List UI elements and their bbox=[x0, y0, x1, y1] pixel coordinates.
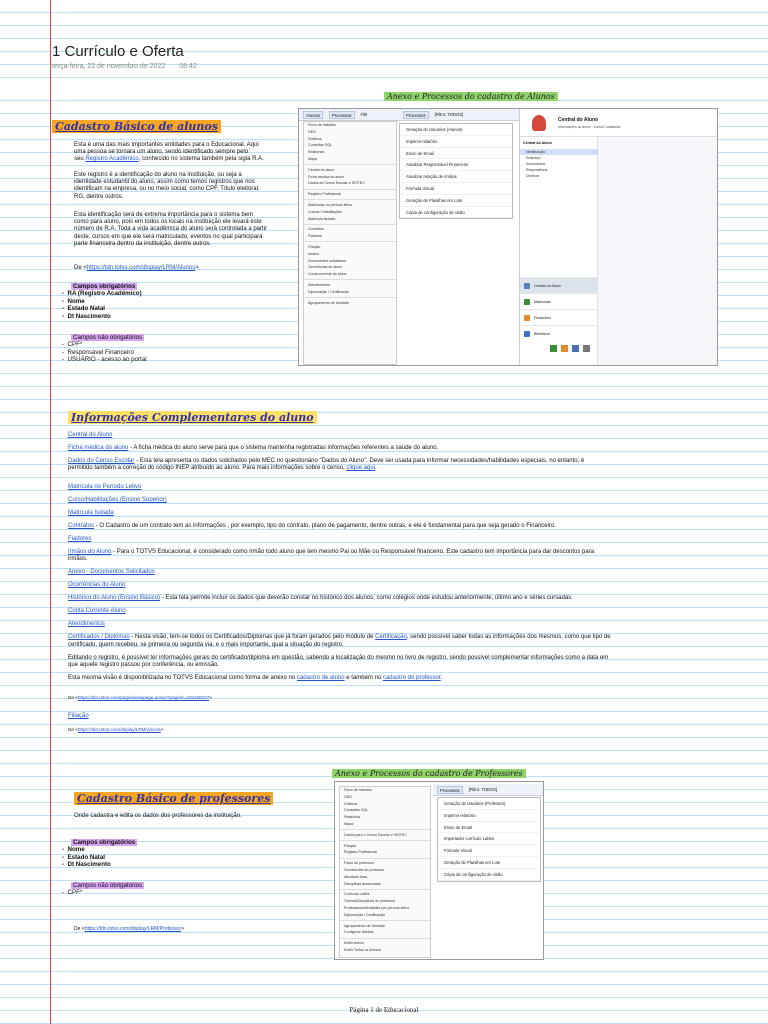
anexo-menu-item[interactable]: Mapa bbox=[344, 821, 353, 826]
anexo-menu-item[interactable]: Dados do Censo Escolar e SISTEC bbox=[308, 181, 365, 186]
anexo-menu-item[interactable]: Exibir Todos os Anexos bbox=[344, 947, 382, 952]
central-aluno-panel: Central do Aluno Informações do aluno - Dados Cadastrais Central do Aluno Identificação Endereço Documentos Responsáveis Diversos Central do Aluno Matrículas Financeiro Biblioteca bbox=[519, 109, 718, 366]
central-nav-item[interactable]: Identificação bbox=[520, 149, 597, 155]
anexo-menu-item[interactable]: Agrupamento de Unidade bbox=[344, 923, 385, 928]
anexo-menu-item[interactable]: Conta corrente do aluno bbox=[308, 272, 347, 277]
notebook-margin-line bbox=[50, 0, 51, 1024]
menu-separator bbox=[304, 297, 396, 298]
page-footer: Página 1 de Educacional bbox=[349, 1006, 419, 1014]
menu-separator bbox=[340, 938, 430, 939]
chart-icon[interactable] bbox=[561, 345, 568, 352]
menu-separator bbox=[304, 164, 396, 165]
bottom-icons bbox=[550, 345, 590, 352]
cadastro-aluno-link[interactable]: cadastro de aluno bbox=[296, 674, 345, 681]
anexo-menu-item[interactable]: Agrupamento de Unidade bbox=[308, 300, 349, 305]
fiadores-link[interactable]: Fiadores bbox=[68, 536, 92, 543]
anexo-menu-item[interactable]: Registro Profissional bbox=[344, 850, 377, 855]
teachers-shot-proc-toolbar: Processos [Filtro: TODOS] bbox=[433, 784, 543, 796]
students-shot-left-menu bbox=[303, 121, 397, 365]
process-menu-item[interactable]: Cópia de configuração de visão bbox=[438, 869, 540, 881]
menu-separator bbox=[340, 920, 430, 921]
ref2-link[interactable]: https://tdn.totvs.com/display/LRM/Alunos bbox=[77, 726, 161, 732]
anexo-menu-item[interactable]: Contratos bbox=[308, 227, 324, 232]
anexo-menu-item[interactable]: Atendimentos bbox=[308, 282, 330, 287]
process-menu-item[interactable]: Imprimir relatório bbox=[400, 136, 512, 148]
anexo-menu-item[interactable]: Irmãos bbox=[308, 251, 319, 256]
central-module-item[interactable]: Matrículas bbox=[520, 293, 598, 309]
teachers-text: Onde cadastra e edita os dados dos professores da instituição. bbox=[74, 813, 242, 819]
teachers-shot-left-menu bbox=[339, 786, 431, 958]
students-shot-proc-menu bbox=[399, 123, 513, 219]
anexo-menu-item[interactable]: Fotos do professor bbox=[344, 861, 374, 866]
anexo-menu-item[interactable]: Matrícula isolada bbox=[308, 216, 336, 221]
process-menu-item[interactable]: Fórmula Visual bbox=[400, 183, 512, 195]
students-heading: Cadastro Básico de alunos bbox=[52, 117, 221, 135]
menu-separator bbox=[340, 858, 430, 859]
process-menu-item[interactable]: Geração de Usuários (Professor) bbox=[438, 798, 540, 810]
anexo-menu-item[interactable]: Currículo Lattes bbox=[344, 892, 370, 897]
students-reference-link[interactable]: https://tdn.totvs.com/display/LRM/Alunos bbox=[86, 265, 196, 271]
central-module-item[interactable]: Biblioteca bbox=[520, 325, 598, 341]
students-optional-fields: Campos não obrigatórios - CPF* - Responsável Financeiro - USUÁRIO - acesso ao portal bbox=[62, 334, 147, 364]
anexo-menu-item[interactable]: Fluxo de trabalho bbox=[308, 123, 336, 127]
menu-separator bbox=[304, 241, 396, 242]
annex-teachers-label: Anexo e Processos do cadastro de Professores bbox=[332, 763, 526, 781]
anexo-menu-item[interactable]: Ficha médica do aluno bbox=[308, 174, 345, 179]
irmaos-link[interactable]: Irmãos do Aluno bbox=[68, 549, 112, 556]
anexo-menu-item[interactable]: Matrículas no período letivo bbox=[308, 202, 353, 207]
anexo-menu-item[interactable]: Consultas SQL bbox=[308, 143, 333, 148]
central-module-item[interactable]: Central do Aluno bbox=[520, 277, 598, 293]
page-meta bbox=[52, 63, 197, 70]
anexo-menu-item[interactable]: Disciplinas autorizadas bbox=[344, 881, 381, 886]
anexo-menu-item[interactable]: GED bbox=[308, 129, 316, 134]
central-nav-item[interactable]: Endereço bbox=[526, 156, 541, 160]
central-nav-item[interactable]: Documentos bbox=[526, 162, 546, 166]
matricula-periodo-link[interactable]: Matrícula no Período Letivo bbox=[68, 484, 142, 491]
anexo-menu-item[interactable]: Documentos solicitados bbox=[308, 258, 346, 263]
anexo-menu-item[interactable]: Configurar direitos bbox=[344, 930, 374, 935]
anexo-menu-item[interactable]: Fluxo de trabalho bbox=[344, 788, 372, 792]
doc-icon[interactable] bbox=[572, 345, 579, 352]
page-title: 1 Currículo e Oferta bbox=[52, 43, 184, 60]
menu-separator bbox=[340, 889, 430, 890]
registro-academico-link[interactable]: Registro Acadêmico bbox=[85, 156, 139, 163]
anexo-menu-item[interactable]: Professores/atividades por período letivo bbox=[344, 905, 410, 910]
anexo-menu-item[interactable]: Relatórios bbox=[344, 815, 361, 820]
teachers-reference: De <https://tdn.totvs.com/display/LRM/Professor> bbox=[74, 926, 185, 932]
module-icon bbox=[524, 299, 530, 305]
process-menu-item[interactable]: Atualizar relação de irmãos bbox=[400, 171, 512, 183]
anexo-menu-item[interactable]: Exibir Anexo bbox=[344, 941, 364, 946]
central-module-item[interactable]: Financeiro bbox=[520, 309, 598, 325]
certificados-link[interactable]: Certificados / Diplomas bbox=[68, 634, 130, 641]
students-shot-proc-toolbar: Processos [Filtro: TODOS] bbox=[399, 109, 519, 121]
anexo-menu-item[interactable]: Mapa bbox=[308, 156, 317, 161]
teachers-reference-link[interactable]: https://tdn.totvs.com/display/LRM/Professor bbox=[84, 926, 182, 932]
anexo-menu-item[interactable]: Ocorrências do aluno bbox=[308, 265, 343, 270]
process-menu-item[interactable]: Imprimir relatório bbox=[438, 810, 540, 822]
anexo-menu-item[interactable]: GED bbox=[344, 794, 352, 799]
cadastro-professor-link[interactable]: cadastro do professor bbox=[382, 674, 441, 681]
students-shot-toolbar: Anexos Processos Filtr bbox=[299, 109, 399, 121]
process-menu-item[interactable]: Importador currículo Lattes bbox=[438, 833, 540, 845]
students-reference: De <https://tdn.totvs.com/display/LRM/Alunos> bbox=[74, 265, 199, 271]
students-paragraph-2: Este registro é a identificação do aluno na instituição, ou seja a identidade estudantil do aluno, assim como temos registros que nos identificam na empresa, ou no meio social, como CPF, Título eleitoral, RG, dentre outros. bbox=[74, 172, 260, 200]
module-icon bbox=[524, 315, 530, 321]
student-avatar-icon bbox=[532, 115, 546, 131]
anexo-menu-item[interactable]: Central do aluno bbox=[308, 167, 335, 172]
conta-corrente-link[interactable]: Conta Corrente Aluno bbox=[68, 608, 126, 615]
ref1-link[interactable]: https://tdn.totvs.com/pages/viewpage.action?pageId=425458537 bbox=[77, 694, 210, 700]
page-time: 08:42 bbox=[179, 63, 197, 70]
anexo-menu-item[interactable]: Diplomação / Certificação bbox=[344, 912, 385, 917]
check-icon[interactable] bbox=[550, 345, 557, 352]
cursos-link[interactable]: Curso/Habilitações (Ensino Superior) bbox=[68, 497, 167, 504]
extra-info-list: Central do Aluno Ficha médica do aluno - A ficha médica do aluno serve para que o sistema mantenha registradas informações referentes a saúde do aluno. Dados do Censo Escolar - Esta tela apresenta os dados solicitados pelo MEC no questionário "Dados do Aluno". Deve ser usada para informar necessidades/habilidades especiais, no entanto, é permitido também a correção do código INEP atribuído ao aluno. Para mais informações sobre o censo, clique aqui. Matrícula no Período Letivo Curso/Habilitações (Ensino Superior) Matrícula Isolada Contratos - O Cadastro de um contrato tem as informações , por exemplo, tipo do contrato, plano de pagamento, dentre outras, e ele é fundamental para que seja gerado o Financeiro. Fiadores Irmãos do Aluno - Para o TOTVS Educacional, é considerado como irmão todo aluno que tem mesmo Pai ou Mãe ou Responsável financeiro. Este cadastro tem importância para dar descontos para irmãos. Anexo - Documentos Solicitados Ocorrências do Aluno Histórico do Aluno (Ensino Básico) - Esta tela permite incluir os dados que deverão constar no histórico dos alunos, como colégios onde estudou anteriormente, último ano e séries cursadas. Conta Corrente Aluno Atendimentos Certificados / Diplomas - Nesta visão, tem-se todos os Certificados/Diplomas que já foram gerados pelo módulo de Certificação, sendo possível saber todas as informações dos mesmos, como que tipo de certificado, quem recebeu, se primeira ou segunda via, e o mais importante, qual a situação do registro. Editando o registro, é possível ter informações gerais do certificado/diploma em questão, sabendo a localização do mesmo no livro de registro, sendo possível complementar informações como a data em que aquele registro passou por conferência, ou emissão. Esta mesma visão é disponibilizada no TOTVS Educacional como forma de anexo no cadastro de aluno e também no cadastro do professor. De <https://tdn.totvs.com/pages/viewpage.action?pageId=425458537> Filiação De <https://tdn.totvs.com/display/LRM/Alunos> bbox=[68, 432, 611, 732]
teachers-required-fields: Campos obrigatórios - Nome - Estado Natal - Dt Nascimento bbox=[62, 839, 136, 869]
filiacao-link[interactable]: Filiação bbox=[68, 712, 89, 719]
process-menu-item[interactable]: Atualizar Responsável Financeiro bbox=[400, 159, 512, 171]
process-menu-item[interactable]: Fórmula Visual bbox=[438, 845, 540, 857]
menu-separator bbox=[304, 189, 396, 190]
anexo-menu-item[interactable]: Registro Profissional bbox=[308, 192, 341, 197]
ocorrencias-link[interactable]: Ocorrências do Aluno bbox=[68, 582, 126, 589]
students-paragraph-3: Esta identificação será de extrema importância para o sistema bem como para aluno, pois em todos os locais na instituição ele levará este número de R.A. Toda a vida acadêmica do aluno será controlada a partir deste, cursos em que ele será matriculado, eventos no qual participará parte financeira dentro da instituição, dentre outros. bbox=[74, 212, 268, 247]
students-required-fields: Campos obrigatórios - RA (Registro Acadêmico) - Nome - Estado Natal - Dt Nascimento bbox=[62, 283, 142, 320]
anexo-menu-item[interactable]: Ocorrências do professor bbox=[344, 867, 385, 872]
page-date: terça-feira, 22 de novembro de 2022 bbox=[52, 63, 166, 70]
anexo-menu-item[interactable]: Filiação bbox=[344, 843, 357, 848]
historico-link[interactable]: Histórico do Aluno (Ensino Básico) bbox=[68, 595, 161, 602]
anexo-menu-item[interactable]: Atividade fixas bbox=[344, 874, 368, 879]
atendimentos-link[interactable]: Atendimentos bbox=[68, 621, 105, 628]
annex-students-label: Anexo e Processos do cadastro de Alunos bbox=[384, 86, 558, 104]
anexo-menu-item[interactable]: Gráficos bbox=[344, 801, 358, 806]
anexo-menu-item[interactable]: Diplomação / Certificação bbox=[308, 289, 349, 294]
anexo-menu-item[interactable]: Relatórios bbox=[308, 150, 325, 155]
module-icon bbox=[524, 331, 530, 337]
anexo-menu-item[interactable]: Filiação bbox=[308, 244, 321, 249]
anexo-menu-item[interactable]: Dados para o Censo Escolar e SISTEC bbox=[344, 832, 407, 837]
menu-separator bbox=[340, 829, 430, 830]
process-menu-item[interactable]: Cópia de configuração de visão bbox=[400, 207, 512, 219]
censo-link[interactable]: Dados do Censo Escolar bbox=[68, 458, 135, 464]
menu-separator bbox=[340, 840, 430, 841]
teachers-shot-proc-menu bbox=[437, 797, 541, 882]
matricula-isolada-link[interactable]: Matrícula Isolada bbox=[68, 510, 114, 517]
teachers-optional-fields: Campos não obrigatórios - CPF* bbox=[62, 882, 143, 897]
process-menu-item[interactable]: Geração de Planilhas em Lote bbox=[400, 195, 512, 207]
menu-separator bbox=[304, 224, 396, 225]
anexo-menu-item[interactable]: Cursos / Habilitações bbox=[308, 209, 342, 214]
anexo-menu-item[interactable]: Gráficos bbox=[308, 136, 322, 141]
ficha-medica-link[interactable]: Ficha médica do aluno bbox=[68, 445, 129, 451]
process-menu-item[interactable]: Geração de Planilhas em Lote bbox=[438, 857, 540, 869]
contratos-link[interactable]: Contratos bbox=[68, 523, 95, 530]
teachers-heading: Cadastro Básico de professores bbox=[74, 789, 273, 807]
menu-separator bbox=[304, 199, 396, 200]
process-menu-item[interactable]: Geração de Usuários (Alunos) bbox=[400, 124, 512, 136]
anexo-menu-item[interactable]: Consultas SQL bbox=[344, 808, 369, 813]
anexo-docs-link[interactable]: Anexo - Documentos Solicitados bbox=[68, 569, 155, 576]
teachers-screenshot bbox=[334, 781, 544, 960]
menu-separator bbox=[304, 279, 396, 280]
central-nav-item[interactable]: Diversos bbox=[526, 174, 540, 178]
central-aluno-link[interactable]: Central do Aluno bbox=[68, 432, 113, 438]
anexo-menu-item[interactable]: Turmas/Disciplinas do professor bbox=[344, 899, 396, 904]
extra-heading: Informações Complementares do aluno bbox=[68, 408, 317, 426]
certificacao-link[interactable]: Certificação bbox=[375, 634, 407, 641]
students-screenshot bbox=[298, 108, 718, 366]
process-menu-item[interactable]: Envio de Email bbox=[400, 148, 512, 160]
module-icon bbox=[524, 283, 530, 289]
central-nav-item[interactable]: Responsáveis bbox=[526, 168, 548, 172]
print-icon[interactable] bbox=[583, 345, 590, 352]
anexo-menu-item[interactable]: Fiadores bbox=[308, 234, 322, 239]
clique-aqui-link[interactable]: clique aqui bbox=[346, 465, 376, 472]
process-menu-item[interactable]: Envio de Email bbox=[438, 822, 540, 834]
students-paragraph-1: Esta é uma das mais importantes entidades para o Educacional. Aqui uma pessoa se tornara um aluno, sendo identificado sempre pelo seu Registro Acadêmico, conhecido no sistema também pela sigla R.A. bbox=[74, 142, 264, 163]
